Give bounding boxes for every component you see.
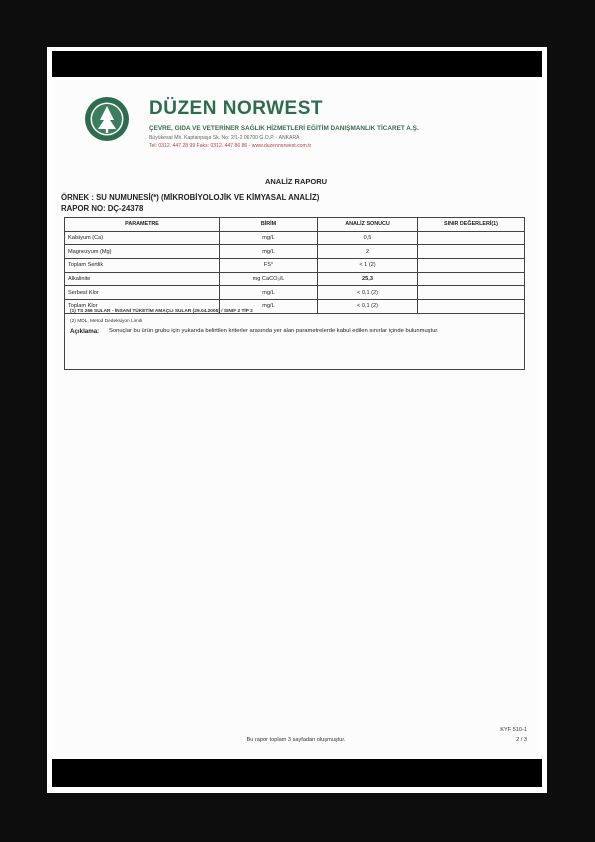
table-cell: 2 xyxy=(318,245,418,259)
table-cell: 0,5 xyxy=(318,231,418,245)
explanation-label: Açıklama: xyxy=(70,328,100,335)
page-number: 2 / 3 xyxy=(516,737,527,743)
explanation-text: Sonuçlar bu ürün grubu için yukarıda belirtilen kriterler arasında yer alan parametrelerde kabul edilen sınırlar içinde bulunmuştur. xyxy=(109,328,439,334)
table-cell: < 1 (2) xyxy=(318,259,418,273)
table-cell xyxy=(418,272,525,286)
table-cell: mg/L xyxy=(220,300,318,314)
sample-description: ÖRNEK : SU NUMUNESİ(*) (MİKROBİYOLOJİK VE KİMYASAL ANALİZ) xyxy=(61,193,320,202)
company-name: DÜZEN NORWEST xyxy=(149,98,323,119)
results-table xyxy=(64,217,525,314)
column-header: SINIR DEĞERLERİ(1) xyxy=(418,218,525,232)
table-cell: Magnezyum (Mg) xyxy=(65,245,220,259)
footer-note: Bu rapor toplam 3 sayfadan oluşmuştur. xyxy=(246,737,346,743)
document-frame xyxy=(47,47,547,793)
table-row xyxy=(65,259,525,273)
table-cell: 25,3 xyxy=(318,272,418,286)
report-number: RAPOR NO: DÇ-24378 xyxy=(61,204,144,213)
table-cell: mg/L xyxy=(220,286,318,300)
company-subtitle: ÇEVRE, GIDA VE VETERİNER SAĞLIK HİZMETLERİ EĞİTİM DANIŞMANLIK TİCARET A.Ş. xyxy=(149,125,419,132)
footnote-standard: (1) TS 266 SULAR - İNSANİ TÜKETİM AMAÇLI SULAR (29.04.2005) / SINIF 2 TİP 2 xyxy=(70,309,253,314)
table-cell: < 0,1 (2) xyxy=(318,300,418,314)
table-row xyxy=(65,272,525,286)
company-logo-icon xyxy=(84,96,130,142)
table-cell: mg/L xyxy=(220,245,318,259)
column-header: BİRİM xyxy=(220,218,318,232)
table-cell: Serbest Klor xyxy=(65,286,220,300)
form-code: KYF 510-1 xyxy=(500,727,527,733)
table-cell xyxy=(418,231,525,245)
company-contact: Tel: 0312. 447 28 99 Faks: 0312. 447 86 86 - www.duzennorwest.com.tr xyxy=(149,143,312,149)
table-row xyxy=(65,245,525,259)
table-cell: mg/L xyxy=(220,231,318,245)
column-header: ANALİZ SONUCU xyxy=(318,218,418,232)
table-cell: mg CaCO₃/L xyxy=(220,272,318,286)
table-cell xyxy=(418,259,525,273)
table-cell: Alkalinite xyxy=(65,272,220,286)
table-cell xyxy=(418,245,525,259)
table-cell: Kalsiyum (Ca) xyxy=(65,231,220,245)
table-cell xyxy=(418,286,525,300)
top-black-band xyxy=(52,51,542,77)
table-row xyxy=(65,286,525,300)
table-cell: < 0,1 (2) xyxy=(318,286,418,300)
table-cell: FS° xyxy=(220,259,318,273)
table-row xyxy=(65,231,525,245)
footnote-mdl: (2) MDL, Metod Dedeksiyon Limiti xyxy=(70,319,143,324)
table-cell: Toplam Klor xyxy=(65,300,220,314)
column-header: PARAMETRE xyxy=(65,218,220,232)
bottom-black-band xyxy=(52,759,542,787)
company-address: Büyükesat Mh. Kaptanpaşa Sk. No: 2/1-2 06700 G.O.P. - ANKARA xyxy=(149,135,300,141)
notes-box xyxy=(64,306,525,370)
report-page xyxy=(54,77,538,761)
table-cell: Toplam Sertlik xyxy=(65,259,220,273)
table-header-row xyxy=(65,218,525,232)
report-title: ANALİZ RAPORU xyxy=(264,177,328,186)
